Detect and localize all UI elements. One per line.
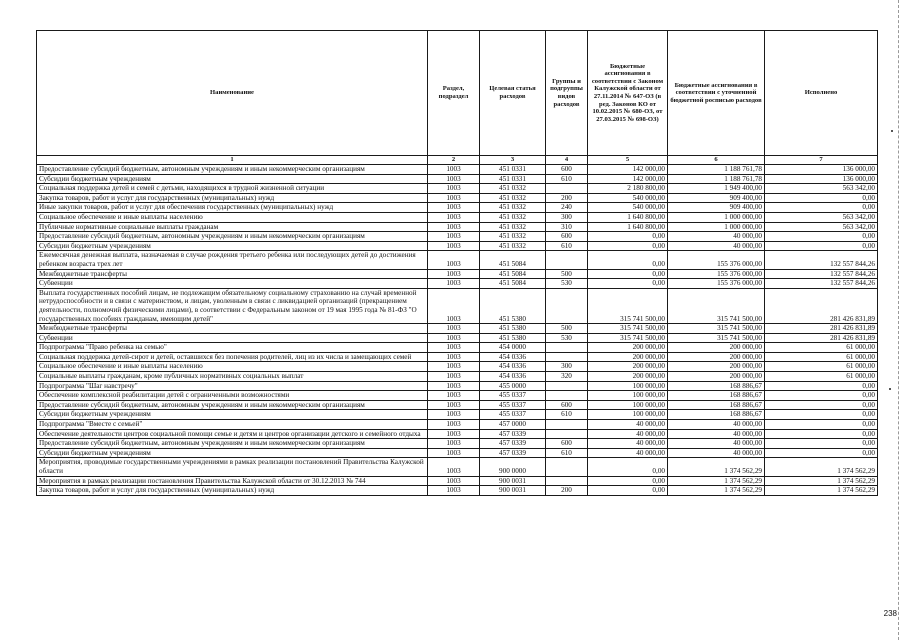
cell-b1: 200 000,00 [588, 343, 668, 353]
cell-razdel: 1003 [428, 343, 480, 353]
cell-isp: 61 000,00 [765, 352, 878, 362]
cell-b1: 540 000,00 [588, 193, 668, 203]
cell-vid [546, 184, 588, 194]
cell-statya: 451 0332 [480, 184, 546, 194]
cell-statya: 457 0339 [480, 448, 546, 458]
cell-isp: 281 426 831,89 [765, 288, 878, 323]
table-row [37, 212, 878, 222]
table-row [37, 222, 878, 232]
table-row [37, 381, 878, 391]
cell-statya: 451 5084 [480, 251, 546, 269]
table-row [37, 391, 878, 401]
cell-vid: 600 [546, 439, 588, 449]
table-row [37, 458, 878, 476]
cell-b2: 168 886,67 [668, 381, 765, 391]
cell-vid: 610 [546, 174, 588, 184]
cell-statya: 454 0000 [480, 343, 546, 353]
cell-name: Субсидии бюджетным учреждениям [37, 448, 428, 458]
table-row [37, 448, 878, 458]
table-row [37, 420, 878, 430]
table-row [37, 400, 878, 410]
cell-name: Предоставление субсидий бюджетным, автономным учреждениям и иным некоммерческим организациям [37, 232, 428, 242]
table-row [37, 174, 878, 184]
cell-statya: 451 0331 [480, 174, 546, 184]
cell-name: Социальная поддержка детей-сирот и детей, оставшихся без попечения родителей, лиц из их числа и замещающих семей [37, 352, 428, 362]
cell-isp: 281 426 831,89 [765, 333, 878, 343]
cell-b1: 40 000,00 [588, 420, 668, 430]
cell-b1: 540 000,00 [588, 203, 668, 213]
table-row [37, 232, 878, 242]
budget-execution-table [36, 30, 878, 496]
cell-name: Предоставление субсидий бюджетным, автономным учреждениям и иным некоммерческим организациям [37, 439, 428, 449]
cell-b1: 40 000,00 [588, 439, 668, 449]
cell-b2: 315 741 500,00 [668, 288, 765, 323]
cell-statya: 457 0339 [480, 429, 546, 439]
cell-isp: 0,00 [765, 448, 878, 458]
cell-vid [546, 458, 588, 476]
cell-b2: 315 741 500,00 [668, 333, 765, 343]
cell-vid: 610 [546, 410, 588, 420]
cell-b1: 200 000,00 [588, 352, 668, 362]
cell-b1: 0,00 [588, 269, 668, 279]
column-number-row [37, 156, 878, 165]
cell-vid: 300 [546, 212, 588, 222]
cell-razdel: 1003 [428, 203, 480, 213]
cell-statya: 455 0337 [480, 410, 546, 420]
cell-statya: 451 5084 [480, 269, 546, 279]
cell-vid: 500 [546, 269, 588, 279]
cell-b2: 1 188 761,78 [668, 165, 765, 175]
cell-b1: 200 000,00 [588, 372, 668, 382]
cell-razdel: 1003 [428, 410, 480, 420]
cell-statya: 451 5084 [480, 279, 546, 289]
cell-b2: 40 000,00 [668, 232, 765, 242]
cell-name: Социальное обеспечение и иные выплаты населению [37, 362, 428, 372]
cell-isp: 0,00 [765, 381, 878, 391]
cell-isp: 0,00 [765, 241, 878, 251]
cell-vid: 530 [546, 279, 588, 289]
cell-name: Социальные выплаты гражданам, кроме публичных нормативных социальных выплат [37, 372, 428, 382]
table-row [37, 279, 878, 289]
cell-b2: 155 376 000,00 [668, 251, 765, 269]
cell-razdel: 1003 [428, 448, 480, 458]
cell-name: Предоставление субсидий бюджетным, автономным учреждениям и иным некоммерческим организациям [37, 400, 428, 410]
cell-b2: 1 188 761,78 [668, 174, 765, 184]
cell-statya: 451 5380 [480, 333, 546, 343]
col-number: 2 [428, 156, 480, 165]
cell-statya: 451 0332 [480, 232, 546, 242]
cell-razdel: 1003 [428, 439, 480, 449]
page-edge-line [897, 0, 899, 640]
col-number: 6 [668, 156, 765, 165]
cell-b2: 40 000,00 [668, 241, 765, 251]
cell-b1: 0,00 [588, 251, 668, 269]
cell-isp: 132 557 844,26 [765, 279, 878, 289]
cell-razdel: 1003 [428, 232, 480, 242]
cell-razdel: 1003 [428, 279, 480, 289]
cell-b2: 168 886,67 [668, 400, 765, 410]
cell-razdel: 1003 [428, 288, 480, 323]
cell-vid: 320 [546, 372, 588, 382]
cell-razdel: 1003 [428, 324, 480, 334]
table-row [37, 288, 878, 323]
cell-razdel: 1003 [428, 222, 480, 232]
cell-vid: 240 [546, 203, 588, 213]
cell-razdel: 1003 [428, 476, 480, 486]
cell-b1: 40 000,00 [588, 448, 668, 458]
cell-b2: 315 741 500,00 [668, 324, 765, 334]
cell-b1: 142 000,00 [588, 165, 668, 175]
table-row [37, 372, 878, 382]
cell-isp: 136 000,00 [765, 165, 878, 175]
cell-statya: 451 0332 [480, 203, 546, 213]
cell-b1: 100 000,00 [588, 381, 668, 391]
table-row [37, 333, 878, 343]
cell-b1: 40 000,00 [588, 429, 668, 439]
cell-razdel: 1003 [428, 381, 480, 391]
table-row [37, 410, 878, 420]
cell-vid [546, 476, 588, 486]
cell-name: Закупка товаров, работ и услуг для государственных (муниципальных) нужд [37, 193, 428, 203]
cell-vid: 600 [546, 165, 588, 175]
cell-vid [546, 251, 588, 269]
header-budget-refined: Бюджетные ассигнования в соответствии с уточненной бюджетной росписью расходов [668, 31, 765, 156]
cell-statya: 455 0337 [480, 391, 546, 401]
cell-vid [546, 343, 588, 353]
cell-statya: 900 0000 [480, 458, 546, 476]
table-row [37, 269, 878, 279]
scan-speck [891, 130, 893, 132]
cell-b2: 1 949 400,00 [668, 184, 765, 194]
cell-isp: 563 342,00 [765, 222, 878, 232]
table-row [37, 343, 878, 353]
cell-name: Подпрограмма "Шаг навстречу" [37, 381, 428, 391]
cell-vid [546, 288, 588, 323]
cell-b2: 200 000,00 [668, 343, 765, 353]
cell-b1: 0,00 [588, 486, 668, 496]
cell-isp: 132 557 844,26 [765, 251, 878, 269]
cell-isp: 281 426 831,89 [765, 324, 878, 334]
cell-isp: 61 000,00 [765, 372, 878, 382]
cell-vid: 610 [546, 448, 588, 458]
cell-vid: 530 [546, 333, 588, 343]
cell-b1: 0,00 [588, 232, 668, 242]
header-vid: Группы и подгруппы видов расходов [546, 31, 588, 156]
table-row [37, 486, 878, 496]
cell-vid: 200 [546, 193, 588, 203]
cell-b1: 315 741 500,00 [588, 288, 668, 323]
cell-isp: 0,00 [765, 193, 878, 203]
cell-statya: 451 5380 [480, 288, 546, 323]
cell-b2: 1 374 562,29 [668, 486, 765, 496]
cell-b1: 0,00 [588, 241, 668, 251]
cell-isp: 61 000,00 [765, 362, 878, 372]
cell-b1: 1 640 800,00 [588, 212, 668, 222]
cell-b1: 0,00 [588, 458, 668, 476]
cell-isp: 563 342,00 [765, 184, 878, 194]
scan-speck [889, 388, 891, 390]
cell-statya: 451 0332 [480, 212, 546, 222]
cell-razdel: 1003 [428, 458, 480, 476]
cell-isp: 0,00 [765, 429, 878, 439]
cell-name: Субсидии бюджетным учреждениям [37, 241, 428, 251]
cell-b2: 40 000,00 [668, 439, 765, 449]
cell-vid: 300 [546, 362, 588, 372]
table-row [37, 165, 878, 175]
table-row [37, 251, 878, 269]
col-number: 3 [480, 156, 546, 165]
cell-b2: 909 400,00 [668, 203, 765, 213]
cell-isp: 0,00 [765, 410, 878, 420]
table-row [37, 429, 878, 439]
header-name: Наименование [37, 31, 428, 156]
table-row [37, 362, 878, 372]
header-executed: Исполнено [765, 31, 878, 156]
cell-name: Субвенции [37, 333, 428, 343]
cell-name: Подпрограмма "Право ребенка на семью" [37, 343, 428, 353]
cell-name: Ежемесячная денежная выплата, назначаемая в случае рождения третьего ребенка или последующих детей до достижения ребенком возраста трех лет [37, 251, 428, 269]
cell-vid [546, 429, 588, 439]
header-row [37, 31, 878, 156]
table-row [37, 193, 878, 203]
cell-name: Мероприятия в рамках реализации постановления Правительства Калужской области от 30.12.2013 № 744 [37, 476, 428, 486]
cell-name: Предоставление субсидий бюджетным, автономным учреждениям и иным некоммерческим организациям [37, 165, 428, 175]
cell-statya: 455 0000 [480, 381, 546, 391]
cell-isp: 0,00 [765, 439, 878, 449]
cell-vid [546, 391, 588, 401]
cell-statya: 454 0336 [480, 352, 546, 362]
cell-name: Субсидии бюджетным учреждениям [37, 410, 428, 420]
header-statya: Целевая статья расходов [480, 31, 546, 156]
cell-b2: 168 886,67 [668, 391, 765, 401]
cell-isp: 0,00 [765, 391, 878, 401]
cell-name: Публичные нормативные социальные выплаты гражданам [37, 222, 428, 232]
cell-isp: 0,00 [765, 420, 878, 430]
cell-b1: 100 000,00 [588, 400, 668, 410]
cell-statya: 900 0031 [480, 486, 546, 496]
col-number: 4 [546, 156, 588, 165]
cell-b1: 100 000,00 [588, 391, 668, 401]
table-body [37, 165, 878, 496]
cell-name: Обеспечение деятельности центров социальной помощи семье и детям и центров организации детского и семейного отдыха [37, 429, 428, 439]
cell-name: Субвенции [37, 279, 428, 289]
cell-isp: 1 374 562,29 [765, 486, 878, 496]
cell-statya: 900 0031 [480, 476, 546, 486]
cell-razdel: 1003 [428, 174, 480, 184]
cell-b2: 155 376 000,00 [668, 279, 765, 289]
cell-razdel: 1003 [428, 269, 480, 279]
page-number: 238 [883, 609, 897, 618]
cell-b2: 155 376 000,00 [668, 269, 765, 279]
cell-name: Выплата государственных пособий лицам, не подлежащим обязательному социальному страхованию на случай временной нетрудоспособности и в связи с материнством, и лицам, уволенным в связи с ликвидацией организаций (прекращением деятельности, полномочий физическими лицами), в соответствии с Федеральным законом от 19 мая 1995 года № 81-ФЗ "О государственных пособиях гражданам, имеющим детей" [37, 288, 428, 323]
col-number: 5 [588, 156, 668, 165]
cell-b1: 0,00 [588, 476, 668, 486]
cell-name: Обеспечение комплексной реабилитации детей с ограниченными возможностями [37, 391, 428, 401]
cell-b1: 315 741 500,00 [588, 324, 668, 334]
cell-statya: 451 5380 [480, 324, 546, 334]
col-number: 7 [765, 156, 878, 165]
cell-razdel: 1003 [428, 352, 480, 362]
cell-razdel: 1003 [428, 193, 480, 203]
cell-b2: 1 000 000,00 [668, 222, 765, 232]
cell-vid [546, 420, 588, 430]
cell-isp: 1 374 562,29 [765, 458, 878, 476]
cell-name: Межбюджетные трансферты [37, 324, 428, 334]
table-row [37, 476, 878, 486]
cell-name: Подпрограмма "Вместе с семьей" [37, 420, 428, 430]
cell-b2: 168 886,67 [668, 410, 765, 420]
table-row [37, 203, 878, 213]
cell-b1: 200 000,00 [588, 362, 668, 372]
cell-b1: 142 000,00 [588, 174, 668, 184]
cell-statya: 454 0336 [480, 372, 546, 382]
cell-razdel: 1003 [428, 362, 480, 372]
cell-statya: 451 0331 [480, 165, 546, 175]
cell-b1: 315 741 500,00 [588, 333, 668, 343]
cell-isp: 563 342,00 [765, 212, 878, 222]
cell-vid [546, 381, 588, 391]
cell-b2: 200 000,00 [668, 372, 765, 382]
cell-isp: 1 374 562,29 [765, 476, 878, 486]
cell-name: Социальная поддержка детей и семей с детьми, находящихся в трудной жизненной ситуации [37, 184, 428, 194]
table-row [37, 352, 878, 362]
cell-name: Межбюджетные трансферты [37, 269, 428, 279]
cell-b1: 1 640 800,00 [588, 222, 668, 232]
cell-statya: 457 0000 [480, 420, 546, 430]
cell-isp: 132 557 844,26 [765, 269, 878, 279]
cell-isp: 0,00 [765, 232, 878, 242]
cell-vid: 600 [546, 400, 588, 410]
cell-razdel: 1003 [428, 400, 480, 410]
table-row [37, 241, 878, 251]
budget-table-sheet [36, 30, 877, 496]
cell-razdel: 1003 [428, 486, 480, 496]
cell-vid: 500 [546, 324, 588, 334]
cell-statya: 451 0332 [480, 193, 546, 203]
cell-razdel: 1003 [428, 429, 480, 439]
cell-b2: 40 000,00 [668, 429, 765, 439]
cell-statya: 451 0332 [480, 222, 546, 232]
cell-vid: 600 [546, 232, 588, 242]
header-razdel: Раздел, подраздел [428, 31, 480, 156]
cell-name: Социальное обеспечение и иные выплаты населению [37, 212, 428, 222]
cell-name: Иные закупки товаров, работ и услуг для обеспечения государственных (муниципальных) нужд [37, 203, 428, 213]
cell-razdel: 1003 [428, 333, 480, 343]
cell-isp: 136 000,00 [765, 174, 878, 184]
cell-b2: 200 000,00 [668, 362, 765, 372]
table-row [37, 439, 878, 449]
cell-razdel: 1003 [428, 241, 480, 251]
cell-vid: 610 [546, 241, 588, 251]
cell-isp: 0,00 [765, 400, 878, 410]
cell-statya: 451 0332 [480, 241, 546, 251]
cell-b1: 0,00 [588, 279, 668, 289]
cell-b2: 40 000,00 [668, 420, 765, 430]
cell-name: Мероприятия, проводимые государственными учреждениями в рамках реализации постановлений Правительства Калужской области [37, 458, 428, 476]
cell-name: Субсидии бюджетным учреждениям [37, 174, 428, 184]
header-budget-law: Бюджетные ассигнования в соответствии с Законом Калужской области от 27.11.2014 № 647-ОЗ (в ред. Законов КО от 10.02.2015 № 680-ОЗ, от 27.03.2015 № 698-ОЗ) [588, 31, 668, 156]
cell-razdel: 1003 [428, 391, 480, 401]
cell-statya: 457 0339 [480, 439, 546, 449]
cell-b2: 1 374 562,29 [668, 458, 765, 476]
cell-vid: 310 [546, 222, 588, 232]
cell-b2: 1 374 562,29 [668, 476, 765, 486]
cell-b2: 909 400,00 [668, 193, 765, 203]
cell-isp: 61 000,00 [765, 343, 878, 353]
table-row [37, 184, 878, 194]
cell-razdel: 1003 [428, 212, 480, 222]
col-number: 1 [37, 156, 428, 165]
cell-vid [546, 352, 588, 362]
cell-statya: 455 0337 [480, 400, 546, 410]
cell-vid: 200 [546, 486, 588, 496]
cell-razdel: 1003 [428, 184, 480, 194]
cell-razdel: 1003 [428, 165, 480, 175]
cell-statya: 454 0336 [480, 362, 546, 372]
cell-b1: 100 000,00 [588, 410, 668, 420]
cell-b1: 2 180 800,00 [588, 184, 668, 194]
cell-isp: 0,00 [765, 203, 878, 213]
cell-razdel: 1003 [428, 251, 480, 269]
cell-razdel: 1003 [428, 372, 480, 382]
table-row [37, 324, 878, 334]
cell-b2: 40 000,00 [668, 448, 765, 458]
cell-name: Закупка товаров, работ и услуг для государственных (муниципальных) нужд [37, 486, 428, 496]
cell-b2: 200 000,00 [668, 352, 765, 362]
cell-b2: 1 000 000,00 [668, 212, 765, 222]
cell-razdel: 1003 [428, 420, 480, 430]
